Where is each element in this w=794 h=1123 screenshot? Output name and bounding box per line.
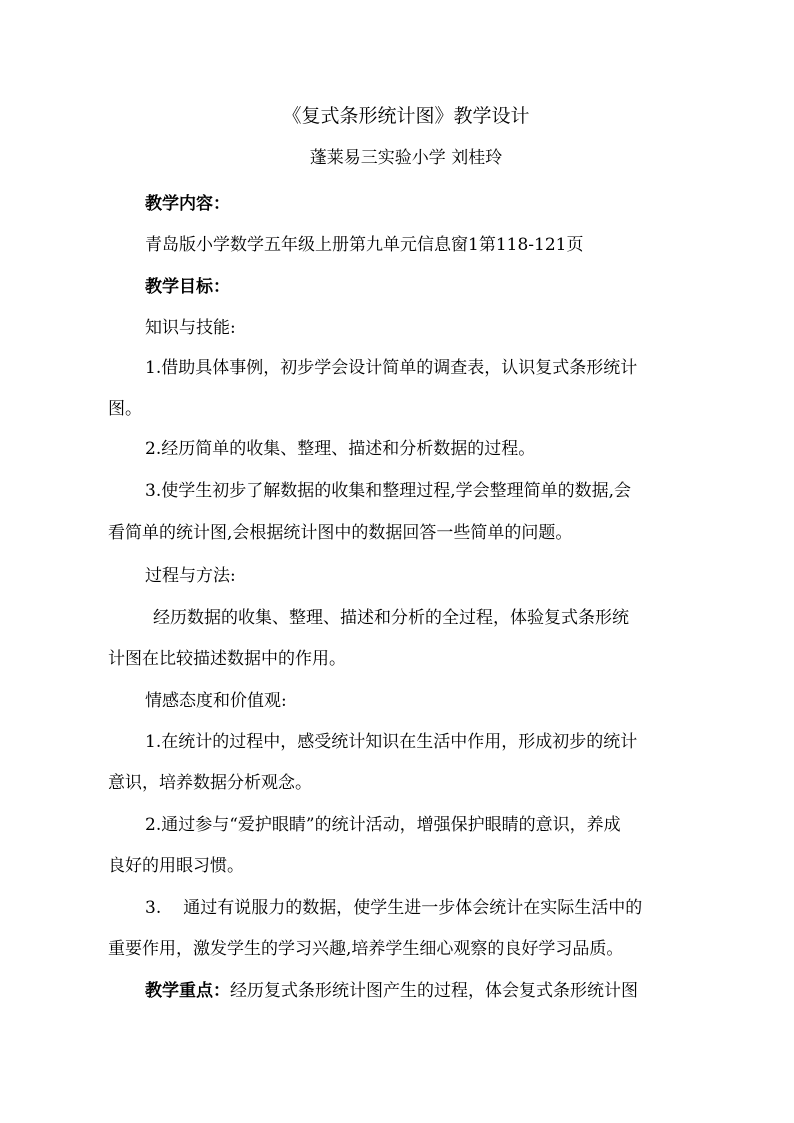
emotion-item-1-line1: 1.在统计的过程中，感受统计知识在生活中作用，形成初步的统计	[145, 732, 638, 752]
keypoint-text: 经历复式条形统计图产生的过程，体会复式条形统计图	[230, 981, 638, 1001]
knowledge-item-1-line1: 1.借助具体事例，初步学会设计简单的调查表，认识复式条形统计	[145, 358, 638, 378]
emotion-item-3-number: 3.	[145, 898, 162, 918]
goals-heading: 教学目标：	[145, 277, 230, 297]
knowledge-item-3-line1: 3.使学生初步了解数据的收集和整理过程,学会整理简单的数据,会	[145, 481, 632, 501]
content-heading: 教学内容：	[145, 194, 230, 214]
knowledge-heading: 知识与技能:	[145, 318, 236, 338]
keypoint-label: 教学重点：	[145, 981, 230, 1001]
knowledge-item-1-line2: 图。	[108, 399, 142, 419]
knowledge-item-2: 2.经历简单的收集、整理、描述和分析数据的过程。	[145, 439, 536, 459]
emotion-item-3-text: 通过有说服力的数据，使学生进一步体会统计在实际生活中的	[183, 898, 643, 918]
emotion-item-2-line2: 良好的用眼习惯。	[108, 856, 244, 876]
emotion-item-1-line2: 意识，培养数据分析观念。	[108, 773, 312, 793]
process-text-line1: 经历数据的收集、整理、描述和分析的全过程，体验复式条形统	[153, 608, 629, 628]
process-heading: 过程与方法:	[145, 566, 236, 586]
emotion-item-3-line2: 重要作用，激发学生的学习兴趣,培养学生细心观察的良好学习品质。	[108, 939, 624, 959]
process-text-line2: 计图在比较描述数据中的作用。	[108, 649, 346, 669]
keypoint-line	[0, 980, 794, 1002]
document-author: 蓬莱易三实验小学 刘桂玲	[309, 148, 503, 168]
content-text: 青岛版小学数学五年级上册第九单元信息窗1第118-121页	[145, 235, 584, 255]
emotion-item-3-line1	[0, 897, 794, 919]
document-title: 《复式条形统计图》教学设计	[282, 105, 530, 127]
emotion-item-2-line1: 2.通过参与“爱护眼睛”的统计活动，增强保护眼睛的意识，养成	[145, 815, 621, 835]
knowledge-item-3-line2: 看简单的统计图,会根据统计图中的数据回答一些简单的问题。	[108, 523, 573, 543]
emotion-heading: 情感态度和价值观:	[145, 691, 287, 711]
